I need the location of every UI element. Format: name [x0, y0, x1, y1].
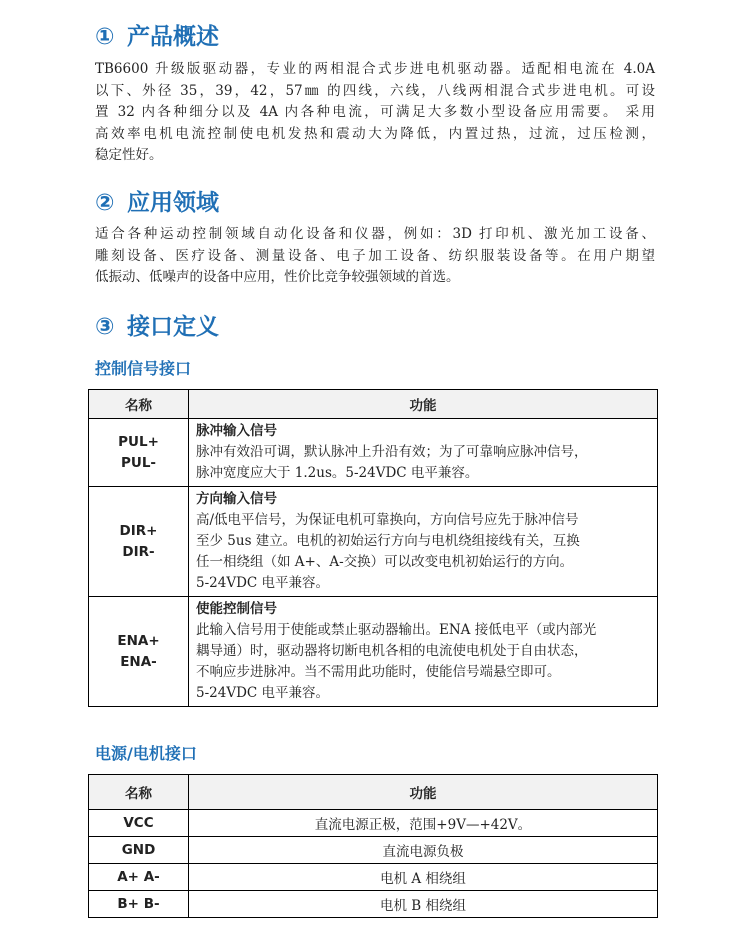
- applications-paragraph: [95, 224, 655, 289]
- column-header-name: 名称: [89, 390, 189, 419]
- signal-name: PUL+: [118, 433, 159, 450]
- paragraph-line: 高效率电机电流控制使电机发热和震动大为降低，内置过热，过流，过压检测，: [95, 125, 655, 142]
- section-heading-overview: [95, 22, 219, 52]
- signal-function-cell: [189, 419, 658, 487]
- column-header-function: 功能: [189, 390, 658, 419]
- power-motor-table: [88, 774, 658, 918]
- signal-description-line: 任一相绕组（如 A+、A-交换）可以改变电机初始运行的方向。: [196, 554, 574, 570]
- signal-function-cell: [189, 487, 658, 597]
- terminal-name: GND: [89, 837, 189, 864]
- paragraph-line: 适合各种运动控制领域自动化设备和仪器，例如：3D 打印机、激光加工设备、: [95, 226, 655, 242]
- signal-name: DIR-: [122, 543, 155, 560]
- signal-name-cell: [89, 597, 189, 707]
- table-row: [89, 487, 658, 597]
- paragraph-line: 低振动、低噪声的设备中应用，性价比竞争较强领域的首选。: [95, 269, 460, 285]
- table-header-row: [89, 390, 658, 419]
- terminal-function: 直流电源正极，范围+9V—+42V。: [189, 810, 658, 837]
- terminal-name: A+ A-: [89, 864, 189, 891]
- control-signal-table: [88, 389, 658, 707]
- section-number: ①: [95, 24, 115, 50]
- signal-description-line: 脉冲宽度应大于 1.2us。5-24VDC 电平兼容。: [196, 465, 479, 481]
- table-row: [89, 837, 658, 864]
- signal-title: 脉冲输入信号: [196, 423, 277, 439]
- signal-description-line: 5-24VDC 电平兼容。: [196, 575, 330, 591]
- terminal-function: 电机 B 相绕组: [189, 891, 658, 918]
- terminal-name: B+ B-: [89, 891, 189, 918]
- signal-name: DIR+: [119, 522, 158, 539]
- section-number: ②: [95, 190, 115, 216]
- paragraph-line: 置 32 内各种细分以及 4A 内各种电流，可满足大多数小型设备应用需要。 采用: [95, 104, 655, 120]
- signal-description-line: 不响应步进脉冲。当不需用此功能时，使能信号端悬空即可。: [196, 664, 561, 680]
- signal-name-cell: [89, 487, 189, 597]
- table-row: [89, 810, 658, 837]
- signal-name: PUL-: [120, 454, 157, 471]
- signal-description-line: 至少 5us 建立。电机的初始运行方向与电机绕组接线有关，互换: [196, 533, 580, 549]
- power-motor-heading: 电源/电机接口: [95, 744, 197, 763]
- column-header-function: 功能: [189, 775, 658, 810]
- control-signal-heading: 控制信号接口: [95, 359, 192, 378]
- section-title: 接口定义: [127, 314, 219, 340]
- section-title: 产品概述: [127, 24, 219, 50]
- table-row: [89, 419, 658, 487]
- section-title: 应用领域: [127, 190, 219, 216]
- table-row: [89, 891, 658, 918]
- signal-function-cell: [189, 597, 658, 707]
- table-row: [89, 597, 658, 707]
- paragraph-line: 稳定性好。: [95, 147, 163, 163]
- paragraph-line: 雕刻设备、医疗设备、测量设备、电子加工设备、纺织服装设备等。在用户期望: [95, 247, 655, 264]
- column-header-name: 名称: [89, 775, 189, 810]
- table-header-row: [89, 775, 658, 810]
- table-row: [89, 864, 658, 891]
- section-number: ③: [95, 314, 115, 340]
- signal-description-line: 5-24VDC 电平兼容。: [196, 685, 330, 701]
- paragraph-line: TB6600 升级版驱动器，专业的两相混合式步进电机驱动器。适配相电流在 4.0A: [95, 61, 655, 77]
- terminal-function: 直流电源负极: [189, 837, 658, 864]
- terminal-function: 电机 A 相绕组: [189, 864, 658, 891]
- section-heading-interface: [95, 312, 219, 342]
- signal-name-cell: [89, 419, 189, 487]
- signal-description-line: 此输入信号用于使能或禁止驱动器输出。ENA 接低电平（或内部光: [196, 622, 597, 638]
- signal-name: ENA-: [120, 653, 157, 670]
- signal-description-line: 耦导通）时，驱动器将切断电机各相的电流使电机处于自由状态，: [196, 643, 588, 659]
- signal-description-line: 高/低电平信号，为保证电机可靠换向，方向信号应先于脉冲信号: [196, 512, 579, 528]
- paragraph-line: 以下、外径 35，39，42，57㎜ 的四线，六线，八线两相混合式步进电机。可设: [95, 82, 655, 99]
- section-heading-applications: [95, 188, 219, 218]
- signal-title: 方向输入信号: [196, 491, 277, 507]
- signal-title: 使能控制信号: [196, 601, 277, 617]
- signal-name: ENA+: [117, 632, 160, 649]
- overview-paragraph: [95, 59, 655, 167]
- signal-description-line: 脉冲有效沿可调，默认脉冲上升沿有效；为了可靠响应脉冲信号，: [196, 444, 588, 460]
- terminal-name: VCC: [89, 810, 189, 837]
